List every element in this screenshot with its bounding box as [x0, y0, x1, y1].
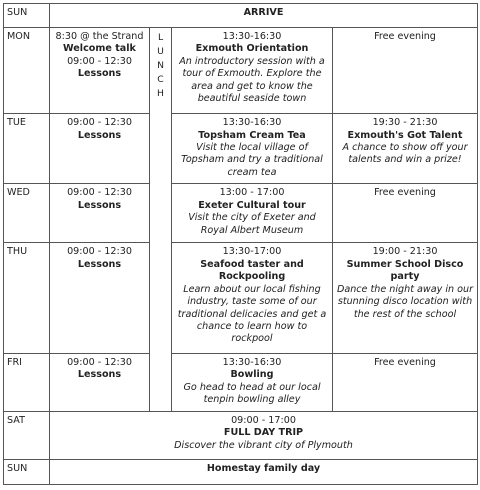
day-label-sun: SUN: [4, 4, 50, 28]
thu-evening-desc: Dance the night away in our stunning disco location with the rest of the school: [336, 283, 474, 320]
arrive-cell: [50, 4, 478, 28]
tue-morning-cell: [50, 114, 150, 184]
wed-afternoon-cell: [172, 184, 333, 243]
fri-evening-label: Free evening: [374, 356, 436, 368]
wed-lessons-label: Lessons: [77, 199, 122, 211]
lunch-letter: C: [157, 74, 164, 86]
homestay-label: Homestay family day: [206, 462, 321, 474]
mon-lessons-label: Lessons: [77, 68, 122, 80]
arrive-label: ARRIVE: [243, 7, 284, 18]
fri-afternoon-title: Bowling: [230, 369, 274, 381]
homestay-cell: [50, 459, 478, 484]
fri-evening-cell: [333, 353, 478, 411]
day-label-sun-last: SUN: [4, 459, 50, 484]
weekly-schedule-table: [3, 3, 478, 485]
fri-morning-cell: [50, 353, 150, 411]
tue-afternoon-title: Topsham Cream Tea: [198, 129, 306, 141]
mon-welcome-title: Welcome talk: [63, 43, 136, 55]
tue-afternoon-cell: [172, 114, 333, 184]
mon-meeting-point: 8:30 @ the Strand: [55, 31, 144, 43]
wed-afternoon-time: 13:00 - 17:00: [219, 187, 285, 199]
lunch-letter: L: [157, 32, 164, 44]
lunch-letter: U: [157, 46, 164, 58]
wed-afternoon-desc: Visit the city of Exeter and Royal Albert Museum: [188, 212, 316, 236]
wed-evening-label: Free evening: [374, 187, 436, 199]
row-thu: [4, 243, 478, 353]
sat-trip-cell: [50, 411, 478, 459]
sat-trip-title: FULL DAY TRIP: [223, 427, 304, 439]
thu-afternoon-cell: [172, 243, 333, 353]
fri-morning-time: 09:00 - 12:30: [67, 356, 132, 368]
tue-evening-title: Exmouth's Got Talent: [347, 129, 463, 141]
tue-afternoon-time: 13:30-16:30: [222, 117, 282, 129]
day-label-wed: WED: [4, 184, 50, 243]
thu-evening-cell: [333, 243, 478, 353]
thu-morning-cell: [50, 243, 150, 353]
tue-afternoon-desc: Visit the local village of Topsham and try a traditional cream tea: [181, 142, 323, 178]
row-sat: [4, 411, 478, 459]
wed-morning-time: 09:00 - 12:30: [67, 187, 132, 199]
thu-afternoon-desc: Learn about our local fishing industry, taste some of our traditional delicacies and get a chance to learn how to rockpool: [177, 283, 327, 345]
fri-afternoon-cell: [172, 353, 333, 411]
mon-morning-cell: [50, 28, 150, 114]
fri-lessons-label: Lessons: [77, 369, 122, 381]
wed-afternoon-title: Exeter Cultural tour: [198, 199, 306, 211]
lunch-letter: N: [157, 60, 164, 72]
tue-evening-time: 19:30 - 21:30: [372, 117, 438, 129]
mon-evening-cell: [333, 28, 478, 114]
thu-evening-time: 19:00 - 21:30: [372, 246, 438, 258]
row-sun-arrive: [4, 4, 478, 28]
tue-lessons-label: Lessons: [77, 129, 122, 141]
wed-morning-cell: [50, 184, 150, 243]
tue-evening-desc: A chance to show off your talents and win a prize!: [342, 142, 468, 166]
thu-lessons-label: Lessons: [77, 258, 122, 270]
lunch-column: [150, 28, 172, 412]
thu-evening-title: Summer School Disco party: [346, 258, 464, 283]
row-mon: [4, 28, 478, 114]
sat-trip-desc: Discover the vibrant city of Plymouth: [174, 439, 353, 451]
mon-afternoon-cell: [172, 28, 333, 114]
tue-morning-time: 09:00 - 12:30: [67, 117, 132, 129]
thu-morning-time: 09:00 - 12:30: [67, 246, 132, 258]
thu-afternoon-time: 13:30-17:00: [222, 246, 282, 258]
mon-afternoon-title: Exmouth Orientation: [195, 43, 309, 55]
thu-afternoon-title: Seafood taster and Rockpooling: [200, 258, 304, 283]
lunch-letter: H: [157, 88, 164, 100]
fri-afternoon-time: 13:30-16:30: [222, 356, 282, 368]
mon-morning-time: 09:00 - 12:30: [67, 55, 132, 67]
day-label-mon: MON: [4, 28, 50, 114]
row-wed: [4, 184, 478, 243]
wed-evening-cell: [333, 184, 478, 243]
fri-afternoon-desc: Go head to head at our local tenpin bowling alley: [183, 381, 321, 405]
tue-evening-cell: [333, 114, 478, 184]
row-tue: [4, 114, 478, 184]
row-fri: [4, 353, 478, 411]
day-label-tue: TUE: [4, 114, 50, 184]
mon-afternoon-desc: An introductory session with a tour of Exmouth. Explore the area and get to know the beautiful seaside town: [179, 55, 325, 105]
day-label-thu: THU: [4, 243, 50, 353]
row-sun-homestay: [4, 459, 478, 484]
mon-afternoon-time: 13:30-16:30: [222, 31, 282, 43]
day-label-sat: SAT: [4, 411, 50, 459]
mon-evening-label: Free evening: [374, 31, 436, 43]
day-label-fri: FRI: [4, 353, 50, 411]
sat-trip-time: 09:00 - 17:00: [231, 414, 296, 426]
